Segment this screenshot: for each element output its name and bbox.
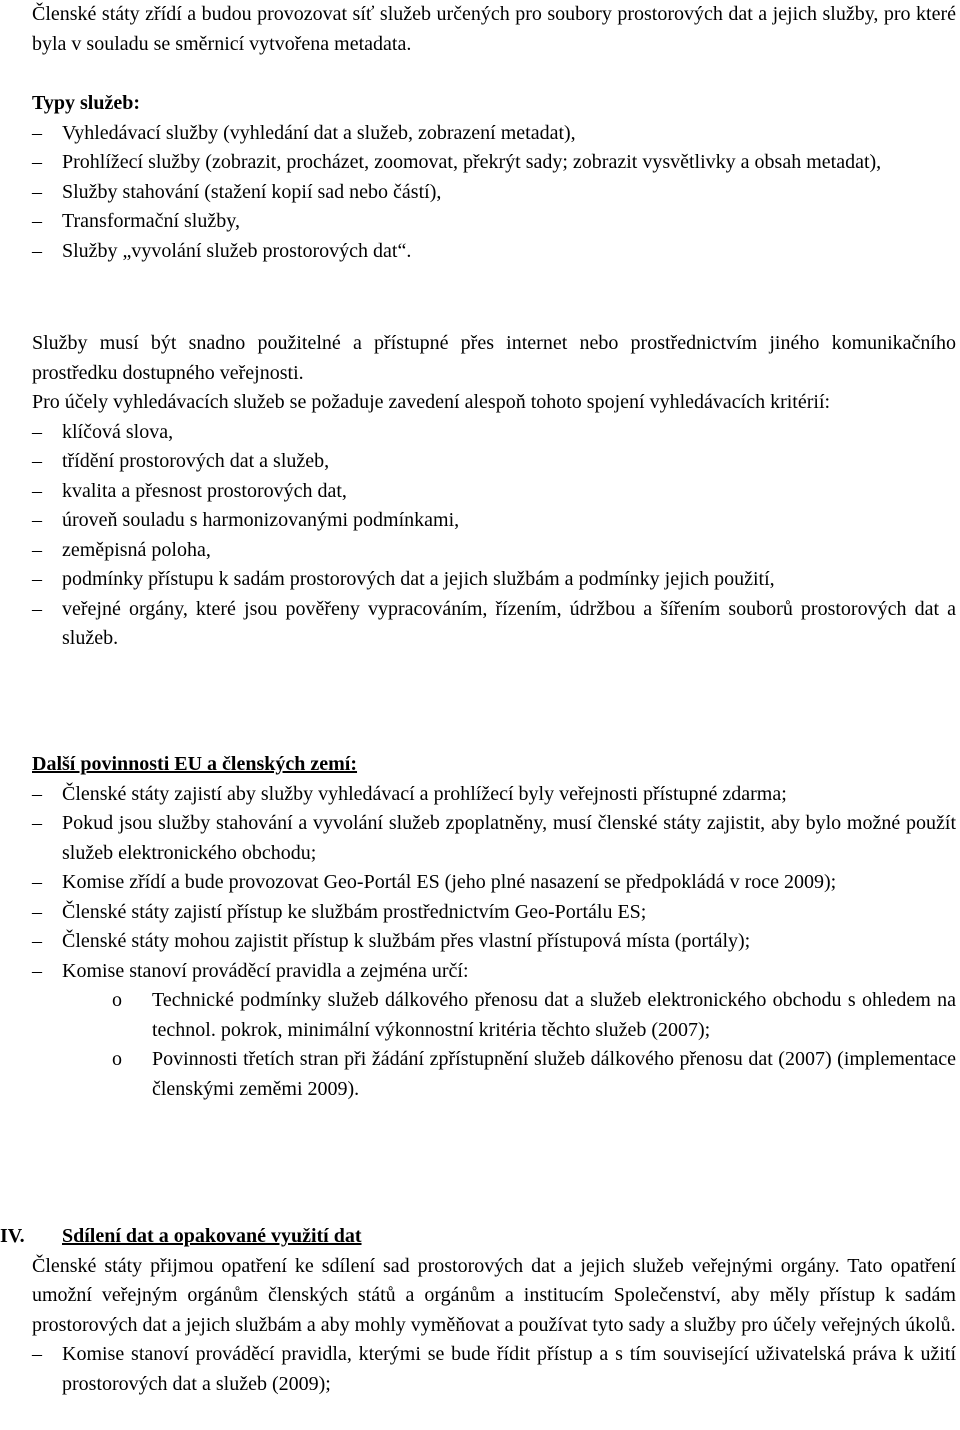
list-item: – Vyhledávací služby (vyhledání dat a služeb, zobrazení metadat), [32,119,956,149]
section-title: Sdílení dat a opakované využití dat [62,1225,362,1247]
obligations-heading: Další povinnosti EU a členských zemí: [32,753,358,775]
dash-bullet: – [32,420,42,443]
obligations-section [32,750,956,1104]
dash-bullet: – [32,782,42,805]
list-item: – Členské státy zajistí aby služby vyhledávací a prohlížecí byly veřejnosti přístupné zdarma; [32,780,956,810]
circle-bullet: o [112,989,122,1011]
list-item: – Transformační služby, [32,207,956,237]
dash-bullet: – [32,450,42,472]
list-item: – podmínky přístupu k sadám prostorových dat a jejich službám a podmínky jejich použití, [32,565,956,595]
intro-section [32,0,956,59]
accessibility-paragraph: Služby musí být snadno použitelné a přístupné přes internet nebo prostřednictvím jiného komunikačního prostředku dostupného veřejnosti. [32,332,956,384]
list-item: – klíčová slova, [32,418,956,448]
dash-bullet: – [32,871,42,893]
list-item: – Prohlížecí služby (zobrazit, procházet, zoomovat, překrýt sady; zobrazit vysvětlivky a obsah metadat), [32,148,956,178]
dash-bullet: – [32,239,42,262]
section-heading [0,1222,956,1252]
dash-bullet: – [32,479,42,502]
list-item: – Komise stanoví prováděcí pravidla a zejména určí: [32,957,956,987]
section-number: IV. [0,1225,25,1247]
criteria-intro-paragraph: Pro účely vyhledávacích služeb se požaduje zavedení alespoň tohoto spojení vyhledávacích kritérií: [32,391,831,413]
sub-list-item: o Povinnosti třetích stran při žádání zpřístupnění služeb dálkového přenosu dat (2007) (implementace členskými zeměmi 2009). [32,1045,956,1104]
list-item: – Komise zřídí a bude provozovat Geo-Portál ES (jeho plné nasazení se předpokládá v roce 2009); [32,868,956,898]
list-item: – kvalita a přesnost prostorových dat, [32,477,956,507]
circle-bullet: o [112,1048,122,1070]
dash-bullet: – [32,180,42,203]
dash-bullet: – [32,959,42,982]
list-item: – třídění prostorových dat a služeb, [32,447,956,477]
dash-bullet: – [32,509,42,531]
service-types-section [32,89,956,266]
dash-bullet: – [32,930,42,952]
dash-bullet: – [32,900,42,923]
dash-bullet: – [32,568,42,590]
dash-bullet: – [32,121,42,144]
dash-bullet: – [32,210,42,232]
list-item: – úroveň souladu s harmonizovanými podmínkami, [32,506,956,536]
dash-bullet: – [32,597,42,620]
service-types-heading: Typy služeb: [32,92,140,114]
list-item: – Komise stanoví prováděcí pravidla, kterými se bude řídit přístup a s tím související uživatelská práva k užití prostorových dat a služeb (2009); [32,1340,956,1399]
section-paragraph: Členské státy přijmou opatření ke sdílení sad prostorových dat a jejich služeb veřejnými orgány. Tato opatření umožní veřejným orgánům členských států a orgánům a institucím Společenství, aby měly přístup k sadám prostorových dat a jejich službám a aby mohly vyměňovat a používat tyto sady a služby pro účely veřejných úkolů. [32,1254,956,1336]
sub-list-item: o Technické podmínky služeb dálkového přenosu dat a služeb elektronického obchodu s ohledem na technol. pokrok, minimální výkonnostní kritéria těchto služeb (2007); [32,986,956,1045]
dash-bullet: – [32,538,42,561]
list-item: – veřejné orgány, které jsou pověřeny vypracováním, řízením, údržbou a šířením souborů prostorových dat a služeb. [32,595,956,654]
accessibility-section [32,329,956,654]
list-item: – zeměpisná poloha, [32,536,956,566]
intro-paragraph: Členské státy zřídí a budou provozovat síť služeb určených pro soubory prostorových dat a jejich služby, pro které byla v souladu se směrnicí vytvořena metadata. [32,3,956,55]
section-iv [0,1222,956,1399]
list-item: – Členské státy mohou zajistit přístup k službám přes vlastní přístupová místa (portály); [32,927,956,957]
dash-bullet: – [32,812,42,834]
dash-bullet: – [32,151,42,173]
list-item: – Pokud jsou služby stahování a vyvolání služeb zpoplatněny, musí členské státy zajistit, aby bylo možné použít služeb elektronického obchodu; [32,809,956,868]
list-item: – Služby stahování (stažení kopií sad nebo částí), [32,178,956,208]
list-item: – Služby „vyvolání služeb prostorových dat“. [32,237,956,267]
dash-bullet: – [32,1343,42,1365]
list-item: – Členské státy zajistí přístup ke službám prostřednictvím Geo-Portálu ES; [32,898,956,928]
